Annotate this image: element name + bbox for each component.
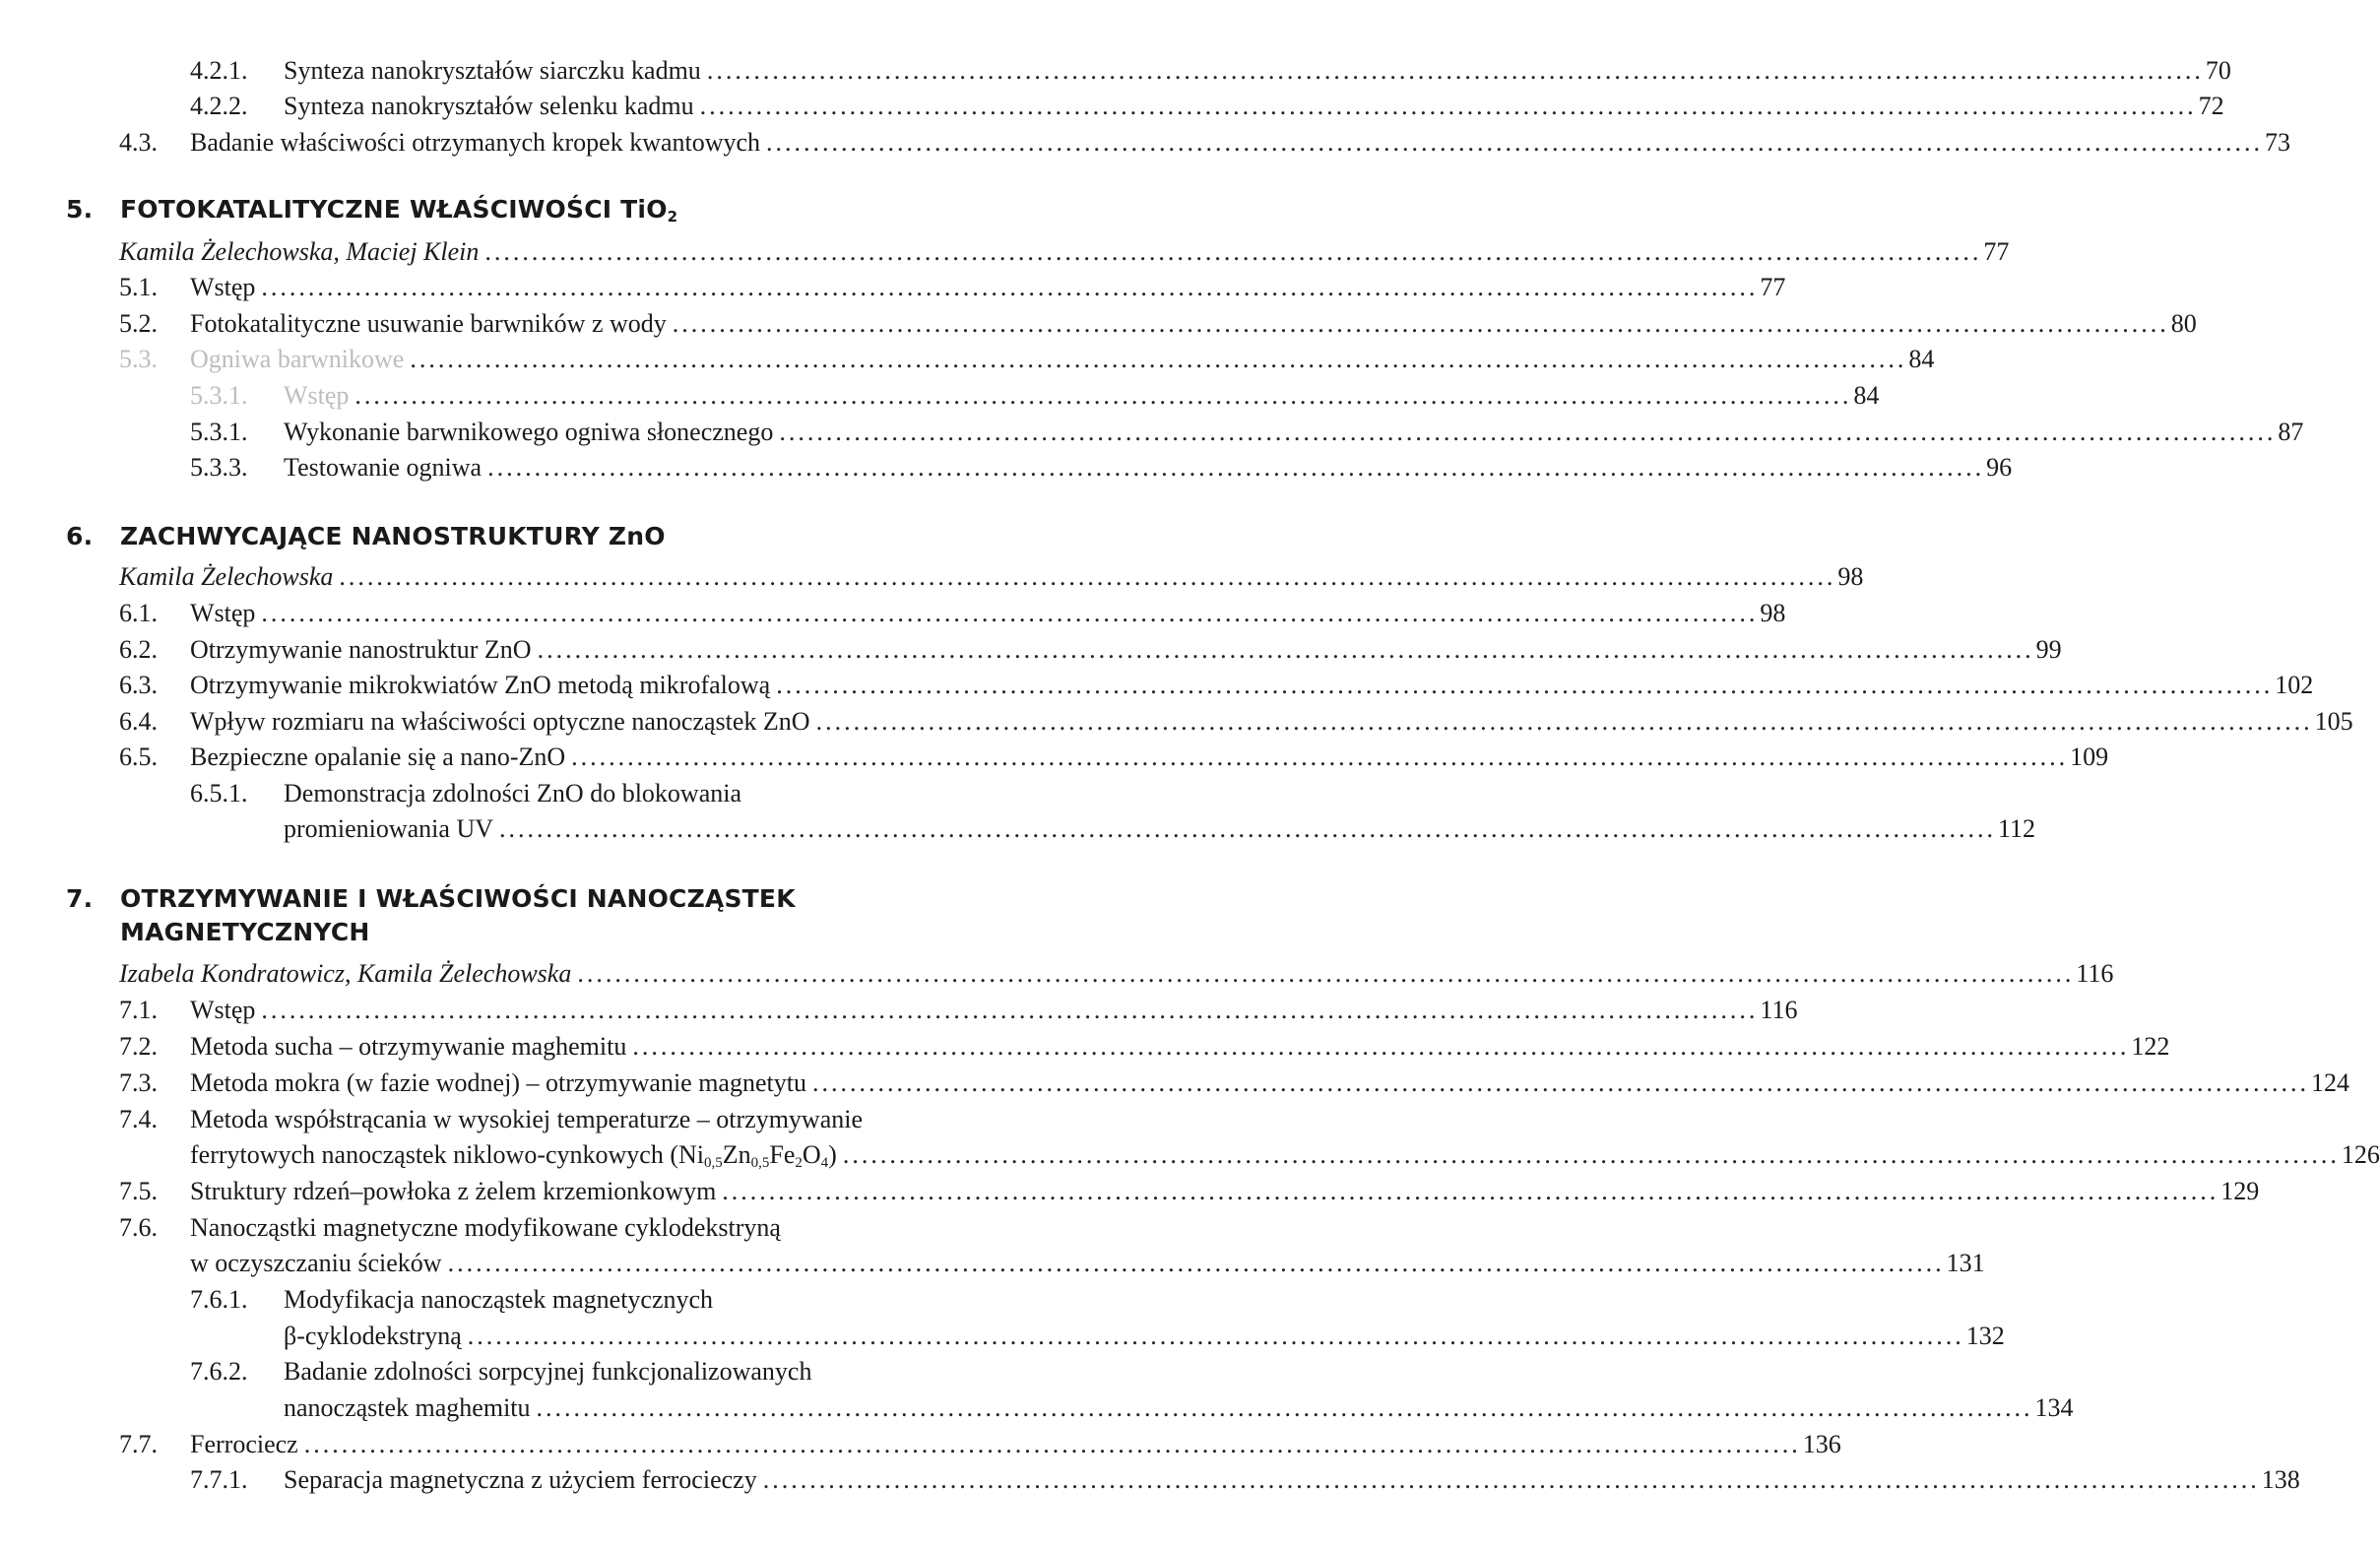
entry-number: 7.6.2.	[190, 1357, 248, 1386]
entry-number: 6.4.	[119, 707, 158, 736]
entry-title-line: Badanie zdolności sorpcyjnej funkcjonalizowanych	[284, 1357, 812, 1386]
toc-entry	[0, 448, 2013, 487]
entry-title: Otrzymywanie nanostruktur ZnO	[190, 635, 532, 664]
dot-leader: ................................................................................................................................................................	[632, 1032, 2130, 1061]
chapter-title: ZACHWYCAJĄCE NANOSTRUKTURY ZnO	[120, 522, 666, 550]
entry-title: Wstęp	[190, 996, 256, 1024]
dot-leader: ................................................................................................................................................................	[261, 273, 1759, 301]
entry-page: 124	[2310, 1068, 2349, 1097]
toc-entry	[0, 594, 1786, 633]
chapter-heading-continuation	[66, 918, 952, 953]
entry-title-line: Demonstracja zdolności ZnO do blokowania	[284, 779, 741, 807]
entry-page: 98	[1837, 562, 1864, 591]
entry-title: Ferrociecz	[190, 1430, 298, 1458]
entry-page: 136	[1802, 1430, 1841, 1458]
toc-entry	[0, 340, 1935, 379]
entry-title: Separacja magnetyczna z użyciem ferrocieczy	[284, 1465, 757, 1494]
chapter-authors	[0, 232, 2010, 272]
dot-leader: ................................................................................................................................................................	[339, 562, 1836, 591]
entry-page: 87	[2278, 418, 2304, 446]
dot-leader: ................................................................................................................................................................	[842, 1140, 2340, 1169]
formula-subscript: 4	[820, 1155, 829, 1171]
entry-number: 6.3.	[119, 671, 158, 699]
entry-page: 72	[2198, 92, 2224, 120]
toc-entry	[0, 991, 1798, 1030]
dot-leader: ................................................................................................................................................................	[577, 959, 2075, 988]
toc-entry	[0, 774, 1111, 813]
entry-page: 122	[2131, 1032, 2170, 1061]
entry-page: 77	[1983, 237, 2010, 266]
toc-entry	[0, 1460, 2300, 1500]
entry-number: 7.1.	[119, 996, 158, 1024]
entry-number: 6.1.	[119, 599, 158, 627]
entry-number: 7.6.	[119, 1213, 158, 1242]
formula-text: )	[828, 1140, 837, 1169]
entry-number: 7.4.	[119, 1105, 158, 1133]
toc-entry	[0, 1172, 2260, 1211]
entry-page: 116	[1760, 996, 1798, 1024]
formula-subscript: 2	[795, 1155, 803, 1171]
toc-entry	[0, 87, 2224, 126]
formula-subscript: 0,5	[750, 1155, 770, 1171]
entry-number: 5.3.1.	[190, 418, 248, 446]
entry-page: 131	[1946, 1249, 1985, 1277]
entry-number: 7.7.	[119, 1430, 158, 1458]
entry-title-line: Metoda współstrącania w wysokiej temperaturze – otrzymywanie	[190, 1105, 863, 1133]
dot-leader: ................................................................................................................................................................	[447, 1249, 1945, 1277]
entry-page: 134	[2034, 1393, 2074, 1422]
chapter-title: FOTOKATALITYCZNE WŁAŚCIWOŚCI TiO	[120, 195, 668, 224]
entry-title: Ogniwa barwnikowe	[190, 345, 405, 373]
chapter-title: MAGNETYCZNYCH	[120, 918, 370, 946]
entry-title: Badanie właściwości otrzymanych kropek kwantowych	[190, 128, 761, 157]
entry-title: Metoda sucha – otrzymywanie maghemitu	[190, 1032, 627, 1061]
chapter-number: 6.	[66, 522, 94, 550]
dot-leader: ................................................................................................................................................................	[776, 671, 2274, 699]
toc-entry	[0, 1100, 1111, 1139]
chapter-title: OTRZYMYWANIE I WŁAŚCIWOŚCI NANOCZĄSTEK	[120, 884, 796, 913]
toc-entry-continuation	[0, 809, 2036, 849]
dot-leader: ................................................................................................................................................................	[484, 237, 1982, 266]
dot-leader: ................................................................................................................................................................	[699, 92, 2197, 120]
entry-title: Otrzymywanie mikrokwiatów ZnO metodą mikrofalową	[190, 671, 771, 699]
toc-entry	[0, 1280, 1111, 1320]
entry-title: Testowanie ogniwa	[284, 453, 482, 482]
entry-page: 116	[2076, 959, 2114, 988]
entry-title-line	[190, 1135, 837, 1175]
entry-page: 129	[2220, 1177, 2260, 1205]
dot-leader: ................................................................................................................................................................	[815, 707, 2313, 736]
toc-entry	[0, 1208, 1111, 1248]
entry-number: 4.2.2.	[190, 92, 248, 120]
toc-entry	[0, 304, 2197, 344]
entry-page: 99	[2035, 635, 2062, 664]
dot-leader: ................................................................................................................................................................	[811, 1068, 2309, 1097]
dot-leader: ................................................................................................................................................................	[722, 1177, 2219, 1205]
entry-title: Synteza nanokryształów selenku kadmu	[284, 92, 694, 120]
entry-number: 7.2.	[119, 1032, 158, 1061]
formula-text: O	[802, 1140, 821, 1169]
dot-leader: ................................................................................................................................................................	[467, 1322, 1964, 1350]
entry-number: 6.5.	[119, 743, 158, 771]
toc-entry	[0, 702, 2353, 742]
dot-leader: ................................................................................................................................................................	[537, 635, 2034, 664]
toc-entry	[0, 268, 1786, 307]
toc-entry-continuation	[0, 1389, 2074, 1428]
entry-page: 126	[2341, 1140, 2380, 1169]
dot-leader: ................................................................................................................................................................	[706, 56, 2204, 85]
entry-title: Fotokatalityczne usuwanie barwników z wody	[190, 309, 667, 338]
entry-number: 6.5.1.	[190, 779, 248, 807]
authors: Kamila Żelechowska	[119, 562, 334, 591]
formula-subscript: 0,5	[704, 1155, 723, 1171]
entry-page: 84	[1853, 381, 1880, 410]
dot-leader: ................................................................................................................................................................	[762, 1465, 2260, 1494]
entry-title: Wykonanie barwnikowego ogniwa słonecznego	[284, 418, 774, 446]
toc-entry	[0, 1425, 1841, 1464]
entry-title-line: w oczyszczaniu ścieków	[190, 1249, 442, 1277]
formula-text: Fe	[769, 1140, 796, 1169]
toc-entry	[0, 376, 1880, 416]
toc-entry	[0, 666, 2314, 705]
entry-number: 7.5.	[119, 1177, 158, 1205]
entry-title: Wstęp	[190, 273, 256, 301]
dot-leader: ................................................................................................................................................................	[261, 996, 1759, 1024]
toc-entry-continuation	[0, 1135, 2380, 1175]
chapter-heading	[66, 884, 952, 920]
chapter-authors	[0, 557, 1864, 597]
entry-page: 112	[1998, 814, 2036, 843]
chapter-authors	[0, 954, 2114, 994]
toc-entry	[0, 1027, 2170, 1066]
toc-entry	[0, 1352, 1111, 1391]
authors: Kamila Żelechowska, Maciej Klein	[119, 237, 480, 266]
entry-page: 102	[2275, 671, 2314, 699]
entry-page: 109	[2070, 743, 2109, 771]
dot-leader: ................................................................................................................................................................	[354, 381, 1852, 410]
toc-entry-continuation	[0, 1244, 1985, 1283]
entry-number: 5.3.3.	[190, 453, 248, 482]
toc-entry	[0, 630, 2062, 670]
toc-entry	[0, 51, 2231, 91]
entry-title: Synteza nanokryształów siarczku kadmu	[284, 56, 701, 85]
dot-leader: ................................................................................................................................................................	[410, 345, 1907, 373]
entry-title: Wstęp	[190, 599, 256, 627]
toc-entry	[0, 738, 2109, 777]
chapter-title-subscript: 2	[667, 208, 678, 226]
formula-text: ferrytowych nanocząstek niklowo-cynkowych (Ni	[190, 1140, 704, 1169]
entry-number: 4.2.1.	[190, 56, 248, 85]
formula-text: Zn	[722, 1140, 751, 1169]
dot-leader: ................................................................................................................................................................	[571, 743, 2069, 771]
chapter-heading	[66, 195, 952, 230]
toc-entry-continuation	[0, 1317, 2005, 1356]
dot-leader: ................................................................................................................................................................	[536, 1393, 2033, 1422]
toc-entry	[0, 413, 2304, 452]
entry-number: 5.3.1.	[190, 381, 248, 410]
toc-entry	[0, 123, 2291, 162]
entry-page: 105	[2314, 707, 2353, 736]
entry-title: Wstęp	[284, 381, 350, 410]
entry-title-line: Modyfikacja nanocząstek magnetycznych	[284, 1285, 714, 1314]
entry-title: Bezpieczne opalanie się a nano-ZnO	[190, 743, 566, 771]
entry-page: 98	[1760, 599, 1786, 627]
dot-leader: ................................................................................................................................................................	[487, 453, 1985, 482]
entry-title-line: Nanocząstki magnetyczne modyfikowane cyklodekstryną	[190, 1213, 781, 1242]
entry-title-line: nanocząstek maghemitu	[284, 1393, 531, 1422]
entry-page: 80	[2170, 309, 2197, 338]
authors: Izabela Kondratowicz, Kamila Żelechowska	[119, 959, 572, 988]
entry-page: 96	[1986, 453, 2013, 482]
dot-leader: ................................................................................................................................................................	[766, 128, 2264, 157]
toc-entry	[0, 1064, 2349, 1103]
dot-leader: ................................................................................................................................................................	[672, 309, 2169, 338]
entry-title-line: β-cyklodekstryną	[284, 1322, 462, 1350]
entry-page: 77	[1760, 273, 1786, 301]
entry-number: 5.3.	[119, 345, 158, 373]
entry-title: Wpływ rozmiaru na właściwości optyczne nanocząstek ZnO	[190, 707, 810, 736]
entry-number: 5.2.	[119, 309, 158, 338]
entry-page: 84	[1908, 345, 1935, 373]
dot-leader: ................................................................................................................................................................	[779, 418, 2277, 446]
entry-page: 70	[2205, 56, 2231, 85]
entry-number: 4.3.	[119, 128, 158, 157]
entry-title: Struktury rdzeń–powłoka z żelem krzemionkowym	[190, 1177, 717, 1205]
entry-number: 7.7.1.	[190, 1465, 248, 1494]
entry-page: 138	[2261, 1465, 2300, 1494]
entry-number: 5.1.	[119, 273, 158, 301]
entry-number: 7.3.	[119, 1068, 158, 1097]
entry-title-line: promieniowania UV	[284, 814, 494, 843]
entry-page: 132	[1965, 1322, 2005, 1350]
dot-leader: ................................................................................................................................................................	[303, 1430, 1801, 1458]
entry-page: 73	[2265, 128, 2291, 157]
chapter-number: 5.	[66, 195, 94, 224]
entry-number: 7.6.1.	[190, 1285, 248, 1314]
entry-title: Metoda mokra (w fazie wodnej) – otrzymywanie magnetytu	[190, 1068, 806, 1097]
dot-leader: ................................................................................................................................................................	[499, 814, 1997, 843]
entry-number: 6.2.	[119, 635, 158, 664]
chapter-number: 7.	[66, 884, 94, 913]
chapter-heading	[66, 522, 952, 557]
dot-leader: ................................................................................................................................................................	[261, 599, 1759, 627]
